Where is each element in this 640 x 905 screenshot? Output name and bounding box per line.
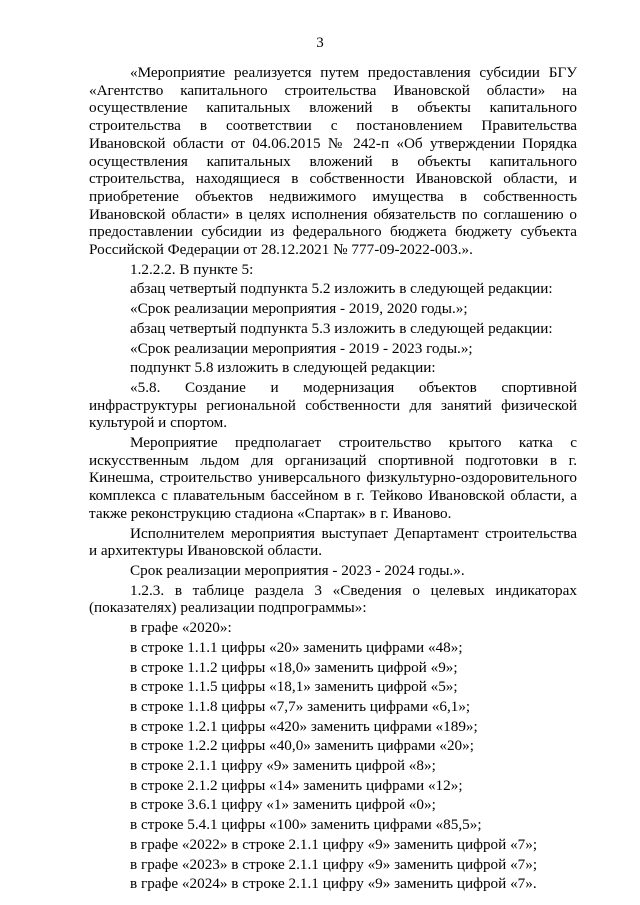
paragraph-line: «Срок реализации мероприятия - 2019 - 2023 годы.»;	[130, 339, 473, 357]
list-item: в графе «2023» в строке 2.1.1 цифру «9» заменить цифрой «7»;	[130, 855, 538, 873]
text-line: (показателях) реализации подпрограммы»:	[89, 599, 367, 617]
text-line: «Мероприятие реализуется путем предоставления субсидии БГУ	[130, 64, 577, 81]
word: Создание	[184, 378, 246, 396]
list-item: в графе «2022» в строке 2.1.1 цифру «9» заменить цифрой «7»;	[130, 835, 538, 853]
list-item: в строке 1.1.2 цифры «18,0» заменить цифрой «9»;	[130, 658, 458, 676]
paragraph-line: абзац четвертый подпункта 5.3 изложить в следующей редакции:	[130, 319, 553, 337]
page-number: 3	[316, 35, 324, 51]
paragraph-line: в графе «2020»:	[130, 619, 232, 637]
paragraph-subsidy	[89, 64, 577, 259]
list-item: в строке 1.1.5 цифры «18,1» заменить цифрой «5»;	[130, 678, 458, 696]
text-line: также реконструкцию стадиона «Спартак» в г. Иваново.	[89, 504, 452, 522]
paragraph-meropriyatie	[89, 434, 577, 523]
text-line: Исполнителем мероприятия выступает Департамент строительства	[130, 524, 577, 542]
text-line: осуществления капитальных вложений в объекты капитального	[89, 152, 577, 170]
word: и	[270, 378, 279, 396]
text-line: 1.2.3. в таблице раздела 3 «Сведения о целевых индикаторах	[130, 581, 577, 599]
list-item: в строке 2.1.2 цифры «14» заменить цифрами «12»;	[130, 776, 463, 794]
text-line	[89, 379, 577, 397]
item-1-2-2-2: 1.2.2.2. В пункте 5:	[130, 260, 254, 278]
paragraph-5-8	[89, 379, 577, 432]
text-line: приобретение объектов недвижимого имущества в собственность	[89, 187, 577, 205]
paragraph-line: абзац четвертый подпункта 5.2 изложить в следующей редакции:	[130, 280, 553, 298]
paragraph-line: «Срок реализации мероприятия - 2019, 2020 годы.»;	[130, 300, 468, 318]
text-line: и архитектуры Ивановской области.	[89, 542, 323, 560]
text-line: комплекса с плавательным бассейном в г. Тейково Ивановской области, а	[89, 487, 577, 505]
text-line: культурой и спортом.	[89, 414, 228, 432]
text-line: Кинешма, строительство универсального физкультурно-оздоровительного	[89, 469, 577, 487]
list-item: в строке 5.4.1 цифры «100» заменить цифрами «85,5»;	[130, 816, 482, 834]
text-line: Российской Федерации от 28.12.2021 № 777-09-2022-003.».	[89, 241, 473, 259]
list-item: в строке 1.2.2 цифры «40,0» заменить цифрами «20»;	[130, 737, 474, 755]
list-item: в строке 1.1.8 цифры «7,7» заменить цифрами «6,1»;	[130, 697, 471, 715]
text-line: инфраструктуры региональной собственности для занятий физической	[89, 396, 577, 414]
word: объектов	[418, 378, 477, 396]
text-line: предоставлении субсидии из федерального бюджета бюджету субъекта	[89, 223, 577, 241]
paragraph-line: Срок реализации мероприятия - 2023 - 2024 годы.».	[130, 561, 465, 579]
paragraph-line: подпункт 5.8 изложить в следующей редакции:	[130, 359, 436, 377]
text-line: Мероприятие предполагает строительство крытого катка с	[130, 434, 577, 452]
word: спортивной	[501, 378, 577, 396]
word: модернизация	[303, 378, 395, 396]
list-item: в строке 2.1.1 цифру «9» заменить цифрой «8»;	[130, 757, 436, 775]
list-item: в графе «2024» в строке 2.1.1 цифру «9» заменить цифрой «7».	[130, 875, 537, 893]
list-item: в строке 3.6.1 цифру «1» заменить цифрой «0»;	[130, 796, 436, 814]
word: «5.8.	[130, 378, 161, 396]
text-line: строительства в соответствии с постановлением Правительства	[89, 117, 577, 135]
text-line: Ивановской области» в целях исполнения обязательств по соглашению о	[89, 205, 577, 223]
text-line: искусственным льдом для организаций спортивной подготовки в г.	[89, 451, 577, 469]
text-line: осуществление капитальных вложений в объекты капитального	[89, 99, 577, 117]
changes-list	[89, 639, 577, 893]
text-line: строительства, находящиеся в собственности Ивановской области, и	[89, 170, 577, 188]
paragraph-ispolnitel	[89, 525, 577, 560]
document-body	[89, 64, 577, 893]
text-line: «Агентство капитального строительства Ивановской области» на	[89, 81, 577, 99]
list-item: в строке 1.1.1 цифры «20» заменить цифрами «48»;	[130, 638, 463, 656]
item-1-2-3	[89, 582, 577, 617]
text-line: Ивановской области от 04.06.2015 № 242-п «Об утверждении Порядка	[89, 134, 577, 152]
list-item: в строке 1.2.1 цифры «420» заменить цифрами «189»;	[130, 717, 478, 735]
